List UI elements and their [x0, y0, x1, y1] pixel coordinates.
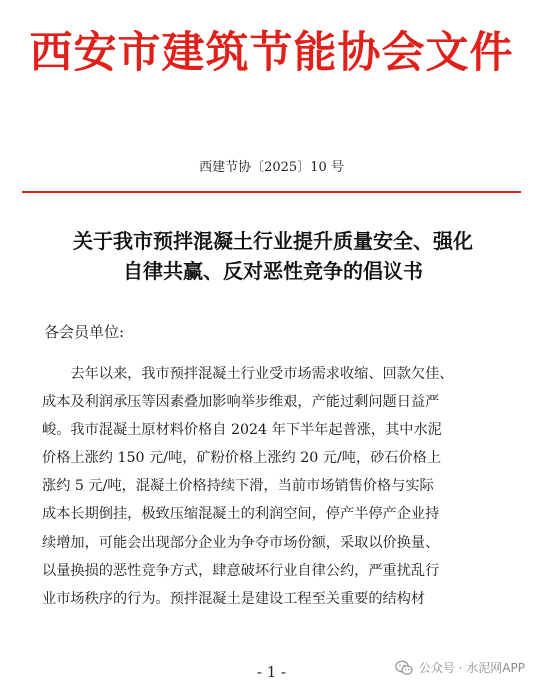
watermark-text: 公众号 · 水泥网APP: [418, 661, 525, 675]
document-title-line-1: 关于我市预拌混凝土行业提升质量安全、强化: [73, 229, 473, 253]
document-title: [28, 226, 518, 286]
body-line: 峻。我市混凝土原材料价格自 2024 年下半年起普涨，其中水泥: [42, 422, 442, 439]
body-line: 价格上涨约 150 元/吨，矿粉价格上涨约 20 元/吨，砂石价格上: [42, 450, 442, 467]
red-divider-line: [22, 191, 521, 193]
body-line: 涨约 5 元/吨，混凝土价格持续下滑，当前市场销售价格与实际: [42, 478, 434, 495]
body-line: 业市场秩序的行为。预拌混凝土是建设工程至关重要的结构材: [42, 590, 426, 607]
body-line: 续增加，可能会出现部分企业为争夺市场份额，采取以价换量、: [42, 534, 440, 551]
masthead-title: 西安市建筑节能协会文件: [29, 28, 514, 78]
body-line: 成本长期倒挂，极致压缩混凝土的利润空间，停产半停产企业持: [42, 506, 440, 523]
wechat-watermark: [395, 659, 525, 676]
document-number: 西建节协〔2025〕10 号: [199, 160, 344, 175]
document-title-line-2: 自律共赢、反对恶性竞争的倡议书: [123, 259, 423, 283]
body-line: 去年以来，我市预拌混凝土行业受市场需求收缩、回款欠佳、: [42, 366, 454, 382]
body-paragraph: [42, 360, 518, 613]
page-number: - 1 -: [256, 663, 287, 681]
salutation: 各会员单位:: [44, 323, 125, 341]
wechat-icon: [395, 660, 413, 676]
body-line: 成本及利润承压等因素叠加影响举步维艰，产能过剩问题日益严: [42, 394, 440, 411]
body-line: 以量换损的恶性竞争方式，肆意破坏行业自律公约，严重扰乱行: [42, 562, 440, 579]
